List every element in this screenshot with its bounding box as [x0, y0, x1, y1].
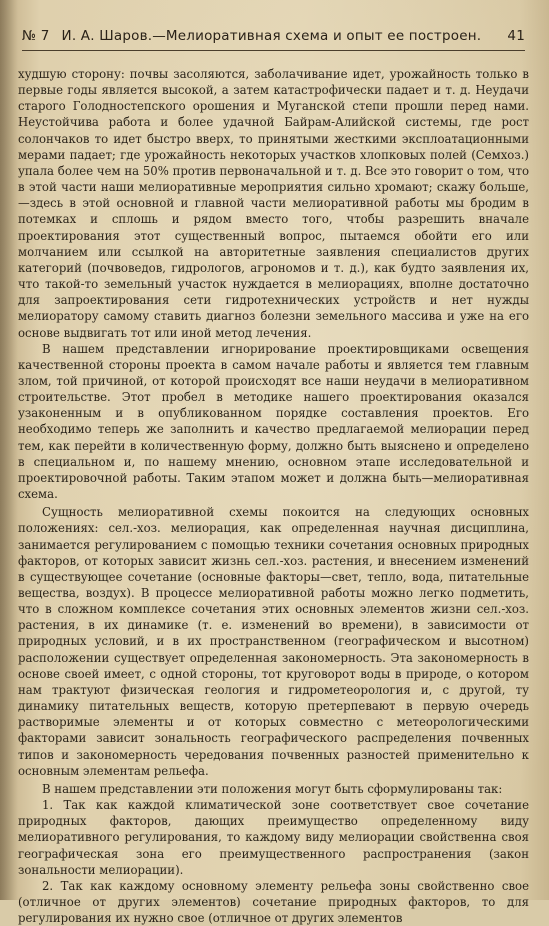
paragraph: В нашем представлении эти положения могут быть сформулированы так:: [42, 781, 503, 796]
page-number: 41: [507, 28, 525, 44]
paragraph: Сущность мелиоративной схемы покоится на следующих основных положениях: сел.-хоз. мелиорация, как определенная научная дисциплина, занимается регулированием с помощью техники сочетания основных природных факторов, от которых зависит жизнь сел.-хоз. растения, и внесением изменений в существующее сочетание (основные факторы—свет, тепло, вода, питательные вещества, воздух). В процессе мелиоративной работы можно легко подметить, что в сложном комплексе сочетания этих основных элементов жизни сел.-хоз. растения, в их динамике (т. е. изменений во времени), в зависимости от природных условий, и в их пространственном (географическом и высотном) расположении существует определенная закономерность. Эта закономерность в основе своей имеет, с одной стороны, тот круговорот воды в природе, о котором нам трактуют физическая геология и гидрометеорология и, с другой, ту динамику питательных веществ, которую претерпевают в первую очередь растворимые элементы и от которых совместно с метеорологическими факторами зависит зональность географического распределения почвенных типов и закономерность чередования почвенных разностей применительно к основным элементам рельефа.: [18, 505, 529, 778]
page-spine-shadow: [0, 0, 18, 900]
issue-number: № 7: [22, 28, 50, 44]
numbered-point-2: 2. Так как каждому основному элементу рельефа зоны свойственно свое (отличное от других элементов) сочетание природных факторов, то для регулирования их нужно свое (отличное от других элементов: [18, 878, 529, 926]
running-header: [22, 28, 525, 51]
paragraph-continuation: худшую сторону: почвы засоляются, заболачивание идет, урожайность только в первые годы является высокой, а затем катастрофически падает и т. д. Неудачи старого Голодностепского орошения и Муганской степи прошли перед нами. Неустойчива работа и более удачной Байрам-Алийской системы, где рост солончаков то идет быстро вверх, то принятыми жесткими эксплоатационными мерами падает; где урожайность некоторых участков хлопковых полей (Семхоз.) упала более чем на 50% против первоначальной и т. д. Все это говорит о том, что в этой части наши мелиоративные мероприятия сильно хромают; скажу больше,—здесь в этой основной и главной части мелиоративной работы мы бродим в потемках и сплошь и рядом вместо того, чтобы разрешить вначале проектирования этот существенный вопрос, пытаемся обойти его или молчанием или ссылкой на авторитетные заявления специалистов других категорий (почвоведов, гидрологов, агрономов и т. д.), как будто заявления их, что такой-то земельный участок нуждается в мелиорациях, вполне достаточно для запроектирования сети гидротехнических устройств и нет нужды мелиоратору самому ставить диагноз болезни земельного массива и уже на его основе выдвигать тот или иной метод лечения.: [18, 67, 529, 340]
paragraph: В нашем представлении игнорирование проектировщиками освещения качественной стороны проекта в самом начале работы и является тем главным злом, той причиной, от которой происходят все наши неудачи в мелиоративном строительстве. Этот пробел в методике нашего проектирования оказался узаконенным и в опубликованном порядке составления проектов. Его необходимо теперь же заполнить и качество предлагаемой мелиорации перед тем, как перейти в количественную форму, должно быть выяснено и определено в специальном и, по нашему мнению, основном этапе исследовательной и проектировочной работы. Таким этапом может и должна быть—мелиоративная схема.: [18, 341, 529, 502]
article-body: [18, 66, 529, 926]
numbered-point-1: 1. Так как каждой климатической зоне соответствует свое сочетание природных факторов, дающих преимущество определенному виду мелиоративного регулирования, то каждому виду мелиорации свойственна своя географическая зона его преимущественного распространения (закон зональности мелиорации).: [18, 798, 529, 877]
running-title: И. А. Шаров.—Мелиоративная схема и опыт ее построен.: [61, 28, 482, 44]
